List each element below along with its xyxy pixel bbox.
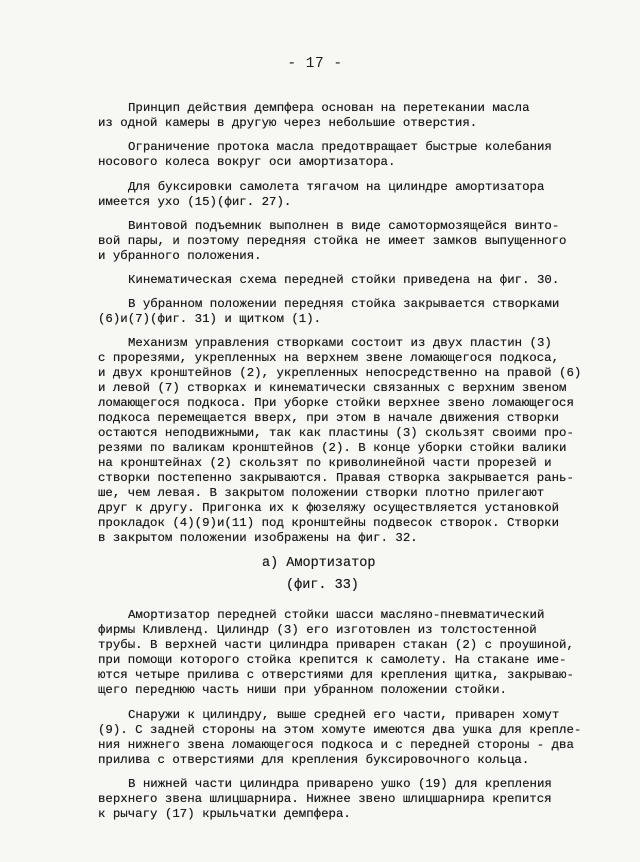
text-line: ломающегося подкоса. При уборке стойки верхнее звено ломающегося <box>98 396 574 410</box>
text-line: Для буксировки самолета тягачом на цилиндре амортизатора <box>128 180 545 194</box>
text-line: друг к другу. Пригонка их к фюзеляжу осуществляется установкой <box>98 501 560 515</box>
text-line: при помощи которого стойка крепится к самолету. На стакане име- <box>98 653 567 667</box>
text-line: на кронштейнах (2) скользят по криволинейной части прорезей и <box>98 456 552 470</box>
text-line: Амортизатор передней стойки шасси масляно-пневматический <box>128 608 545 622</box>
text-line: вой пары, и поэтому передняя стойка не имеет замков выпущенного <box>98 234 567 248</box>
text-line: и убранного положения. <box>98 249 262 263</box>
text-line: прокладок (4)(9)и(11) под кронштейны подвесок створок. Створки <box>98 516 560 530</box>
text-line: верхнего звена шлицшарнира. Нижнее звено шлицшарнира крепится <box>98 792 552 806</box>
text-line: В убранном положении передняя стойка закрывается створками <box>128 297 560 311</box>
text-line: прилива с отверстиями для крепления буксировочного кольца. <box>98 753 530 767</box>
text-line: в закрытом положении изображены на фиг. 32. <box>98 531 418 545</box>
text-line: Механизм управления створками состоит из двух пластин (3) <box>128 336 552 350</box>
text-line: щего переднюю часть ниши при убранном положении стойки. <box>98 683 507 697</box>
text-line: Кинематическая схема передней стойки приведена на фиг. 30. <box>128 273 560 287</box>
text-line: Снаружи к цилиндру, выше средней его части, приварен хомут <box>128 708 560 722</box>
text-line: ния нижнего звена ломающегося подкоса и с передней стороны - два <box>98 738 574 752</box>
page-number: - 17 - <box>287 56 343 72</box>
text-line: из одной камеры в другую через небольшие отверстия. <box>98 116 478 130</box>
text-line: подкоса перемещается вверх, при этом в начале движения створки <box>98 411 560 425</box>
text-line: с прорезями, укрепленных на верхнем звене ломающегося подкоса, <box>98 351 560 365</box>
text-line: (6)и(7)(фиг. 31) и щитком (1). <box>98 312 322 326</box>
text-line: и левой (7) створках и кинематически связанных с верхним звеном <box>98 381 567 395</box>
text-line: к рычагу (17) крыльчатки демпфера. <box>98 807 351 821</box>
text-line: ются четыре прилива с отверстиями для крепления щитка, закрываю- <box>98 668 574 682</box>
text-line: носового колеса вокруг оси амортизатора. <box>98 155 396 169</box>
text-line: ше, чем левая. В закрытом положении створки плотно прилегают <box>98 486 545 500</box>
text-line: Винтовой подъемник выполнен в виде самотормозящейся винто- <box>128 219 560 233</box>
text-line: В нижней части цилиндра приварено ушко (19) для крепления <box>128 777 552 791</box>
text-line: имеется ухо (15)(фиг. 27). <box>98 195 292 209</box>
section-subtitle: (фиг. 33) <box>286 578 359 593</box>
section-title: а) Амортизатор <box>262 556 376 571</box>
text-line: резями по валикам кронштейнов (2). В конце уборки стойки валики <box>98 441 567 455</box>
text-line: Ограничение протока масла предотвращает быстрые колебания <box>128 140 552 154</box>
text-line: (9). С задней стороны на этом хомуте имеются два ушка для крепле- <box>98 723 582 737</box>
text-line: фирмы Кливленд. Цилиндр (3) его изготовлен из толстостенной <box>98 623 537 637</box>
text-line: Принцип действия демпфера основан на перетекании масла <box>128 101 530 115</box>
text-line: створки постепенно закрываются. Правая створка закрывается рань- <box>98 471 574 485</box>
text-line: и двух кронштейнов (2), укрепленных непосредственно на правой (6) <box>98 366 582 380</box>
text-line: трубы. В верхней части цилиндра приварен стакан (2) с проушиной, <box>98 638 574 652</box>
text-line: остаются неподвижными, так как пластины (3) скользят своими про- <box>98 426 574 440</box>
